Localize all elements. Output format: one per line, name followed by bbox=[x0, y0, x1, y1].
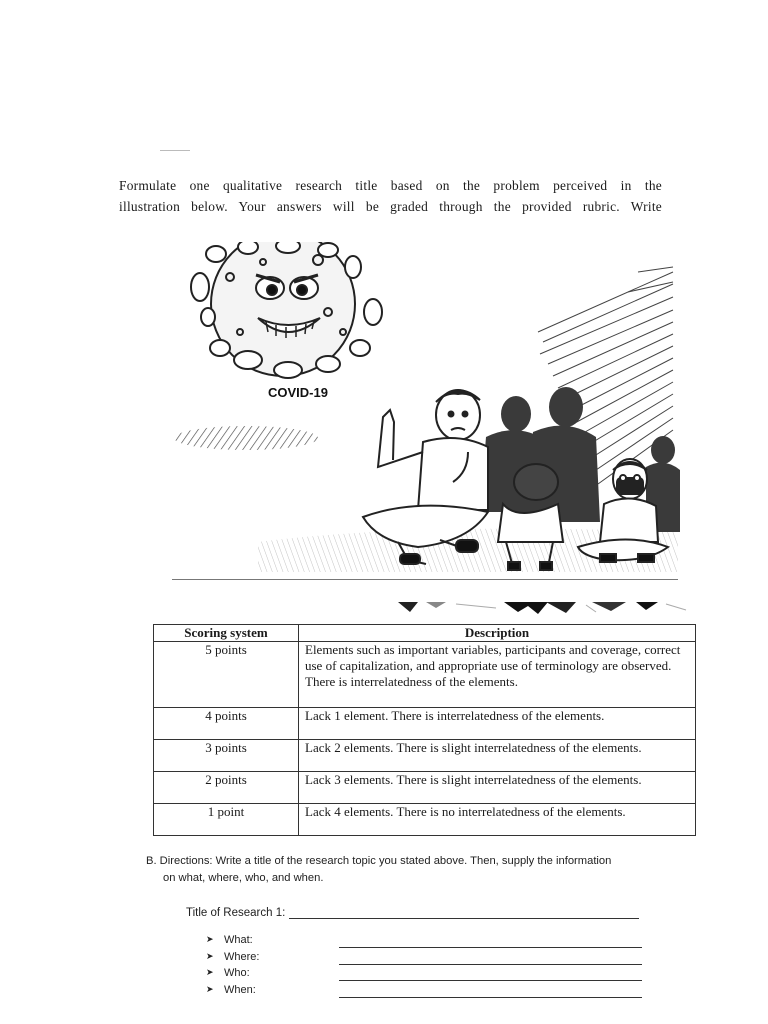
covid-illustration bbox=[168, 242, 680, 578]
row-points: 2 points bbox=[154, 772, 299, 804]
virus-label: COVID-19 bbox=[268, 385, 328, 400]
header-scoring-system: Scoring system bbox=[154, 625, 299, 642]
question-label: Who: bbox=[224, 967, 250, 980]
answer-blank-what[interactable] bbox=[339, 947, 642, 948]
answer-blank-who[interactable] bbox=[339, 980, 642, 981]
research-title-label: Title of Research 1: bbox=[186, 907, 286, 919]
research-title-blank[interactable] bbox=[289, 906, 639, 919]
row-points: 4 points bbox=[154, 708, 299, 740]
arrow-bullet-icon: ➤ bbox=[206, 934, 214, 944]
arrow-bullet-icon: ➤ bbox=[206, 950, 214, 961]
question-label: When: bbox=[224, 984, 256, 997]
table-row bbox=[154, 772, 696, 804]
table-row bbox=[154, 804, 696, 836]
virus-character bbox=[191, 242, 382, 378]
row-points: 5 points bbox=[154, 642, 299, 708]
directions-line-2: on what, where, who, and when. bbox=[163, 872, 324, 884]
top-dash-mark bbox=[160, 150, 190, 151]
row-description: Lack 2 elements. There is slight interrelatedness of the elements. bbox=[299, 740, 696, 772]
section-b-directions bbox=[146, 853, 611, 887]
instructions-line-2: illustration below. Your answers will be graded through the provided rubric. Write bbox=[119, 199, 662, 214]
table-header-row bbox=[154, 625, 696, 642]
horizontal-rule bbox=[172, 579, 678, 580]
header-description: Description bbox=[299, 625, 696, 642]
row-points: 3 points bbox=[154, 740, 299, 772]
row-description: Lack 4 elements. There is no interrelatedness of the elements. bbox=[299, 804, 696, 836]
arrow-bullet-icon: ➤ bbox=[206, 984, 214, 995]
list-item bbox=[206, 984, 646, 1001]
directions-line-1: B. Directions: Write a title of the research topic you stated above. Then, supply the information bbox=[146, 855, 612, 867]
question-label: What: bbox=[224, 934, 253, 946]
research-title-row bbox=[186, 906, 639, 919]
answer-blank-where[interactable] bbox=[339, 964, 642, 965]
table-row bbox=[154, 708, 696, 740]
virus-shadow bbox=[174, 426, 318, 450]
instructions-paragraph bbox=[119, 175, 662, 217]
question-list bbox=[206, 934, 646, 1001]
row-description: Lack 1 element. There is interrelatedness of the elements. bbox=[299, 708, 696, 740]
arrow-bullet-icon: ➤ bbox=[206, 967, 214, 978]
row-points: 1 point bbox=[154, 804, 299, 836]
list-item bbox=[206, 951, 646, 968]
row-description: Elements such as important variables, participants and coverage, correct use of capitalization, and appropriate use of terminology are observed. There is interrelatedness of the elements. bbox=[299, 642, 696, 708]
answer-blank-when[interactable] bbox=[339, 997, 642, 998]
question-label: Where: bbox=[224, 950, 260, 963]
list-item bbox=[206, 934, 646, 951]
row-description: Lack 3 elements. There is slight interrelatedness of the elements. bbox=[299, 772, 696, 804]
scoring-rubric-table bbox=[153, 624, 696, 836]
table-row bbox=[154, 642, 696, 708]
illustration-fragment-strip bbox=[396, 602, 692, 614]
instructions-line-1: Formulate one qualitative research title based on the problem perceived in the bbox=[119, 178, 662, 193]
list-item bbox=[206, 967, 646, 984]
table-row bbox=[154, 740, 696, 772]
